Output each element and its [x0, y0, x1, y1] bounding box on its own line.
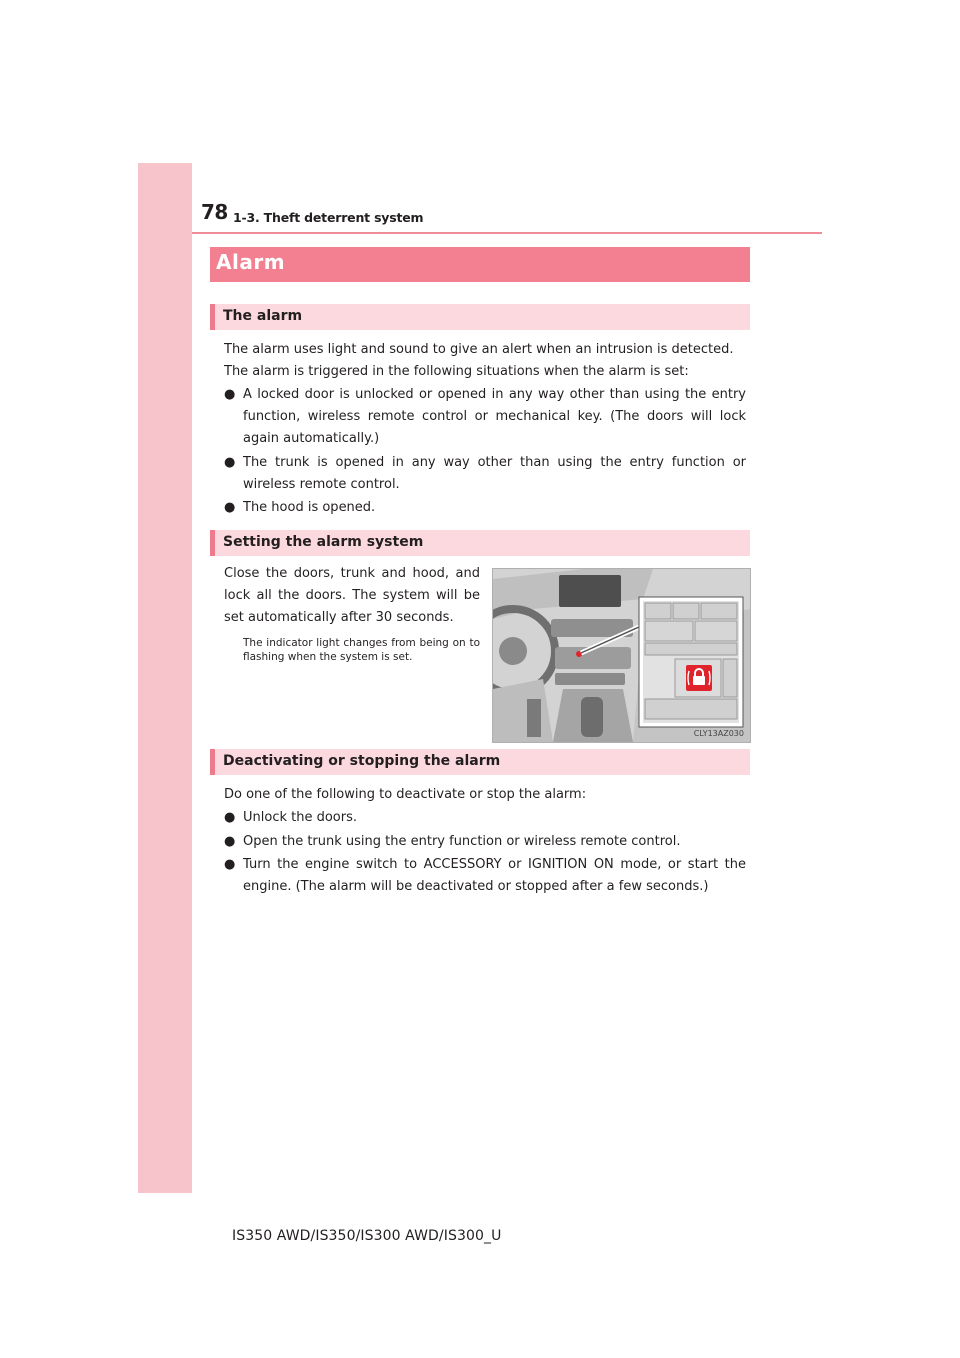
side-tab — [138, 163, 192, 1193]
subheading-setting-alarm — [210, 530, 750, 556]
bullet-icon: ● — [224, 833, 236, 849]
main-heading-text: Alarm — [216, 250, 286, 274]
alarm-intro-2: The alarm is triggered in the following situations when the alarm is set: — [224, 364, 689, 379]
section-title: 1-3. Theft deterrent system — [233, 210, 424, 225]
illustration-code: CLY13AZ030 — [693, 729, 744, 738]
bullet-icon: ● — [224, 387, 236, 402]
list-item: ● A locked door is unlocked or opened in any way other than using the entry function, wireless remote control or mechanical key. (The doors will lock again automatically.) — [224, 384, 746, 450]
deactivate-list — [224, 807, 746, 900]
subheading-deactivate-alarm — [210, 749, 750, 775]
subheading-the-alarm — [210, 304, 750, 330]
page-number: 78 — [201, 200, 228, 224]
list-item: ● Unlock the doors. — [224, 807, 746, 829]
alarm-trigger-list — [224, 384, 746, 521]
list-item: ● The hood is opened. — [224, 497, 746, 519]
dashboard-illustration — [492, 568, 751, 743]
lock-icon — [686, 665, 712, 691]
list-item: ● The trunk is opened in any way other than using the entry function or wireless remote control. — [224, 452, 746, 496]
dashboard-drawing — [493, 569, 750, 742]
deactivate-intro: Do one of the following to deactivate or stop the alarm: — [224, 787, 587, 802]
list-item: ● Open the trunk using the entry function or wireless remote control. — [224, 831, 746, 853]
header-divider — [192, 232, 822, 234]
alarm-intro-1: The alarm uses light and sound to give an alert when an intrusion is detected. — [224, 342, 734, 357]
footer-model: IS350 AWD/IS350/IS300 AWD/IS300_U — [232, 1228, 502, 1244]
bullet-icon: ● — [224, 454, 236, 470]
subheading-the-alarm-text: The alarm — [223, 308, 303, 324]
bullet-icon: ● — [224, 810, 236, 825]
subheading-setting-alarm-text: Setting the alarm system — [223, 534, 424, 550]
setting-instructions: Close the doors, trunk and hood, and lock all the doors. The system will be set automatically after 30 seconds. — [224, 566, 480, 625]
bullet-icon: ● — [224, 857, 236, 872]
subheading-deactivate-alarm-text: Deactivating or stopping the alarm — [223, 753, 501, 769]
indicator-note: The indicator light changes from being on to flashing when the system is set. — [243, 637, 480, 663]
bullet-icon: ● — [224, 500, 236, 515]
list-item: ● Turn the engine switch to ACCESSORY or IGNITION ON mode, or start the engine. (The alarm will be deactivated or stopped after a few seconds.) — [224, 854, 746, 898]
main-heading — [210, 247, 750, 282]
